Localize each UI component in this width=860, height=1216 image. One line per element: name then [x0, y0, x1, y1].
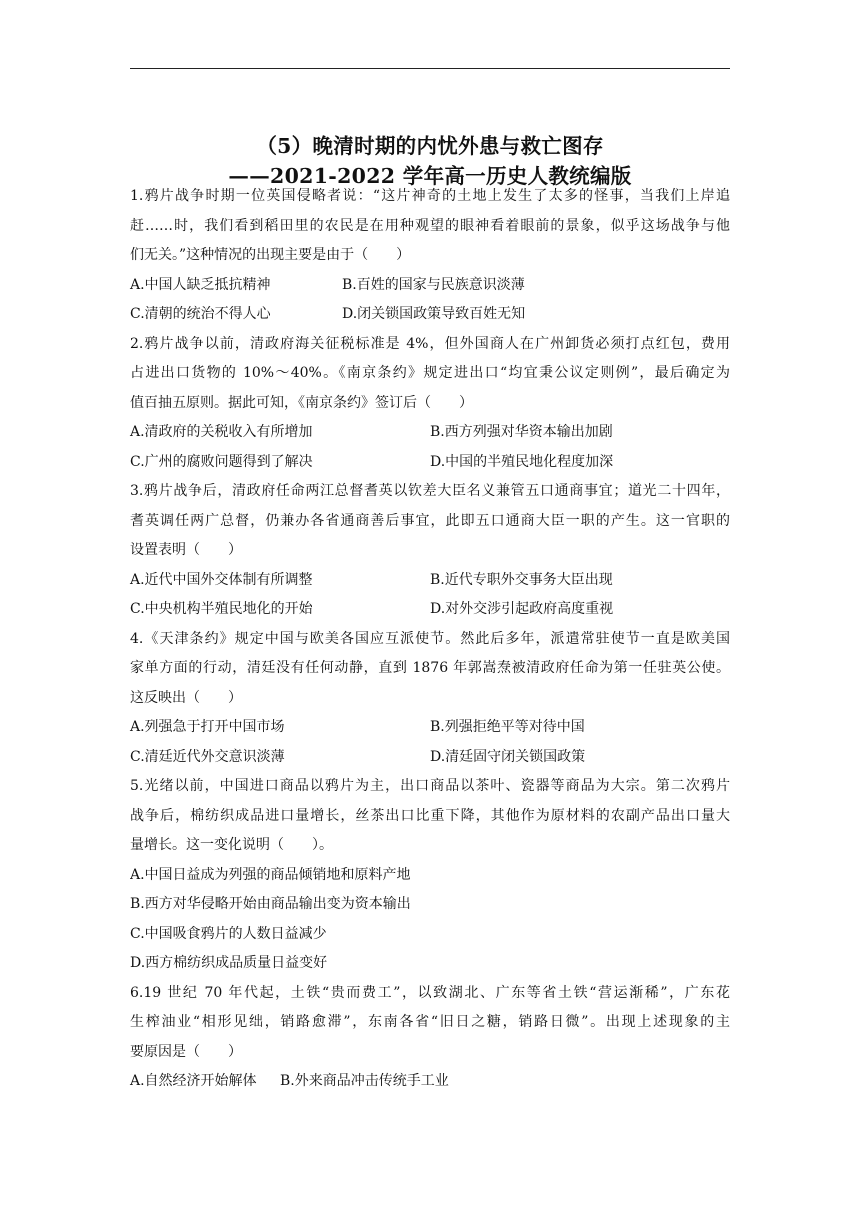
option-b: B.列强拒绝平等对待中国	[430, 719, 585, 735]
option-a: A.中国人缺乏抵抗精神	[130, 276, 271, 293]
option-b: B.西方对华侵略开始由商品输出变为资本输出	[130, 896, 411, 912]
question-stem-line: 4.《天津条约》规定中国与欧美各国应互派使节。然此后多年，派遣常驻使节一直是欧美国	[130, 630, 730, 647]
options-row	[130, 713, 730, 743]
option-b: B.百姓的国家与民族意识淡薄	[342, 276, 525, 293]
option-b: B.外来商品冲击传统手工业	[280, 1073, 449, 1089]
option-b: B.西方列强对华资本输出加剧	[430, 424, 613, 440]
option-a: A.中国日益成为列强的商品倾销地和原料产地	[130, 866, 411, 883]
options-row	[130, 448, 730, 478]
question-stem-line: 赶……时，我们看到稻田里的农民是在用种观望的眼神看着眼前的景象，似乎这场战争与他	[130, 217, 730, 234]
option-c: C.清廷近代外交意识淡薄	[130, 748, 285, 765]
page-title: （5）晚清时期的内忧外患与救亡图存	[256, 134, 604, 158]
options-row	[130, 418, 730, 448]
option-d: D.西方棉纺织成品质量日益变好	[130, 955, 328, 971]
question-stem-line: 们无关。”这种情况的出现主要是由于（ ）	[130, 247, 411, 263]
options-row	[130, 743, 730, 773]
question-stem-line: 设置表明（ ）	[130, 542, 242, 558]
option-d: D.闭关锁国政策导致百姓无知	[342, 306, 526, 322]
options-row	[130, 1067, 730, 1097]
question-stem-line: 1.鸦片战争时期一位英国侵略者说：“这片神奇的土地上发生了太多的怪事，当我们上岸追	[130, 188, 730, 204]
question-stem-line: 6.19 世纪 70 年代起，土铁“贵而费工”，以致湖北、广东等省土铁“营运渐稀”，广东花	[130, 984, 730, 1001]
question-stem-line: 5.光绪以前，中国进口商品以鸦片为主，出口商品以茶叶、瓷器等商品为大宗。第二次鸦片	[130, 778, 730, 794]
question-stem-line: 这反映出（ ）	[130, 689, 242, 706]
question-3	[130, 477, 730, 625]
option-c: C.中国吸食鸦片的人数日益减少	[130, 925, 327, 942]
question-1	[130, 182, 730, 330]
question-stem-line: 3.鸦片战争后，清政府任命两江总督耆英以钦差大臣名义兼管五口通商事宜；道光二十四年，	[130, 483, 730, 499]
page-subtitle: ——2021-2022 学年高一历史人教统编版	[228, 164, 632, 188]
option-d: D.中国的半殖民地化程度加深	[430, 453, 614, 470]
question-stem-line: 耆英调任两广总督，仍兼办各省通商善后事宜，此即五口通商大臣一职的产生。这一官职的	[130, 512, 730, 529]
question-stem-line: 占进出口货物的 10%～40%。《南京条约》规定进出口“均宜秉公议定则例”，最后确定为	[130, 365, 730, 381]
option-a: A.列强急于打开中国市场	[130, 719, 285, 735]
question-stem-line: 家单方面的行动，清廷没有任何动静，直到 1876 年郭嵩焘被清政府任命为第一任驻英公使。	[130, 660, 730, 676]
option-c: C.清朝的统治不得人心	[130, 306, 271, 322]
header-rule	[130, 68, 730, 69]
option-c: C.广州的腐败问题得到了解决	[130, 453, 313, 470]
option-a: A.自然经济开始解体	[130, 1073, 257, 1089]
option-d: D.对外交涉引起政府高度重视	[430, 601, 614, 617]
options-row	[130, 271, 730, 301]
options-row	[130, 300, 730, 330]
question-stem-line: 生榨油业“相形见绌，销路愈滞”，东南各省“旧日之糖，销路日微”。出现上述现象的主	[130, 1014, 730, 1030]
question-2	[130, 330, 730, 478]
question-4	[130, 625, 730, 773]
question-6	[130, 979, 730, 1097]
question-stem-line: 量增长。这一变化说明（ ）。	[130, 837, 333, 853]
options-row	[130, 566, 730, 596]
options-row	[130, 595, 730, 625]
question-stem-line: 战争后，棉纺织成品进口量增长，丝茶出口比重下降，其他作为原材料的农副产品出口量大	[130, 807, 730, 824]
option-a: A.清政府的关税收入有所增加	[130, 424, 313, 440]
option-a: A.近代中国外交体制有所调整	[130, 571, 313, 588]
question-5	[130, 772, 730, 979]
question-list	[130, 182, 730, 1097]
option-d: D.清廷固守闭关锁国政策	[430, 748, 586, 765]
question-stem-line: 2.鸦片战争以前，清政府海关征税标准是 4%，但外国商人在广州卸货必须打点红包，费用	[130, 335, 730, 352]
question-stem-line: 要原因是（ ）	[130, 1043, 242, 1060]
option-b: B.近代专职外交事务大臣出现	[430, 571, 613, 588]
question-stem-line: 值百抽五原则。据此可知，《南京条约》签订后（ ）	[130, 394, 473, 411]
option-c: C.中央机构半殖民地化的开始	[130, 601, 313, 617]
